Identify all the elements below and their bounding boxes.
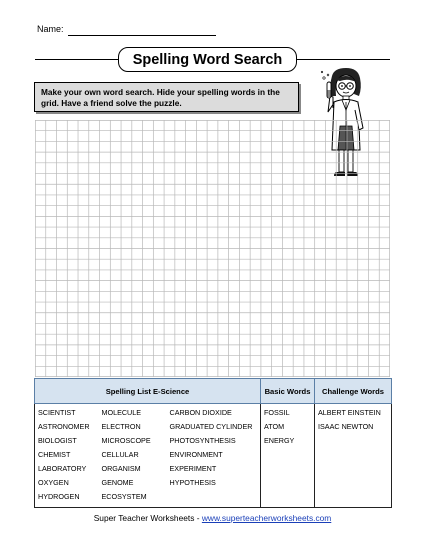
list-item: ASTRONOMER <box>38 422 90 431</box>
list-item: CHEMIST <box>38 450 71 459</box>
list-item: ENVIRONMENT <box>169 450 223 459</box>
list-item: MICROSCOPE <box>101 436 151 445</box>
list-item: OXYGEN <box>38 478 69 487</box>
list-item: HYDROGEN <box>38 492 80 501</box>
spelling-list-header: Spelling List E-Science <box>35 379 261 404</box>
footer-link[interactable]: www.superteacherworksheets.com <box>201 513 332 523</box>
name-field-line[interactable] <box>68 35 216 36</box>
word-search-grid[interactable] <box>35 120 390 377</box>
list-item: ALBERT EINSTEIN <box>318 408 381 417</box>
footer <box>0 513 425 523</box>
word-column-2 <box>99 404 167 508</box>
word-column-3 <box>167 404 261 508</box>
list-item: BIOLOGIST <box>38 436 77 445</box>
list-item: ATOM <box>264 422 285 431</box>
challenge-words-column <box>315 404 392 508</box>
list-item: SCIENTIST <box>38 408 76 417</box>
spelling-word-table <box>34 378 392 508</box>
word-column-1 <box>35 404 99 508</box>
footer-text: Super Teacher Worksheets - <box>93 513 202 523</box>
list-item: LABORATORY <box>38 464 87 473</box>
list-item: CELLULAR <box>101 450 139 459</box>
list-item: ELECTRON <box>101 422 141 431</box>
name-label: Name: <box>37 24 64 34</box>
instructions-box: Make your own word search. Hide your spelling words in the grid. Have a friend solve the puzzle. <box>34 82 299 112</box>
title-banner <box>118 47 297 72</box>
list-item: ECOSYSTEM <box>101 492 147 501</box>
list-item: ISAAC NEWTON <box>318 422 374 431</box>
challenge-words-header: Challenge Words <box>315 379 392 404</box>
list-item: GRADUATED CYLINDER <box>169 422 253 431</box>
page-title: Spelling Word Search <box>132 51 283 68</box>
list-item: ENERGY <box>264 436 295 445</box>
basic-words-column <box>261 404 315 508</box>
list-item: EXPERIMENT <box>169 464 217 473</box>
list-item: ORGANISM <box>101 464 141 473</box>
basic-words-header: Basic Words <box>261 379 315 404</box>
list-item: PHOTOSYNTHESIS <box>169 436 236 445</box>
list-item: MOLECULE <box>101 408 142 417</box>
list-item: CARBON DIOXIDE <box>169 408 232 417</box>
list-item: GENOME <box>101 478 134 487</box>
list-item: FOSSIL <box>264 408 290 417</box>
list-item: HYPOTHESIS <box>169 478 216 487</box>
